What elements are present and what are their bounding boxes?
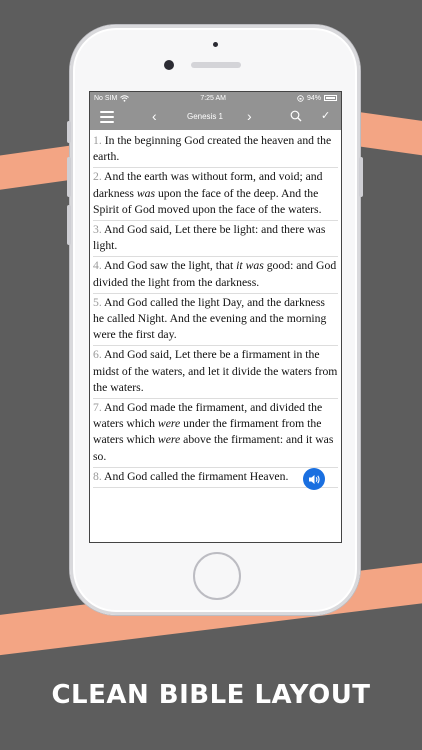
verse-text: And God made the firmament, and divided the waters which bbox=[93, 401, 323, 431]
verse-text: And the earth was without form, and void; and darkness bbox=[93, 170, 323, 200]
verse-italic-text: were bbox=[157, 433, 181, 447]
battery-percent: 94% bbox=[306, 94, 321, 102]
chapter-title[interactable]: Genesis 1 bbox=[186, 112, 224, 121]
search-icon[interactable] bbox=[290, 110, 302, 122]
verse-item[interactable] bbox=[93, 399, 338, 468]
verse-number: 8. bbox=[93, 469, 102, 483]
phone-screen bbox=[89, 91, 342, 543]
verse-item[interactable] bbox=[93, 221, 338, 257]
carrier-label: No SIM bbox=[94, 94, 118, 102]
verse-text: above the firmament: and it was so. bbox=[93, 433, 334, 463]
verse-item[interactable] bbox=[93, 168, 338, 221]
verse-number: 5. bbox=[93, 295, 102, 309]
verse-item[interactable] bbox=[93, 257, 338, 293]
mute-switch bbox=[67, 121, 71, 143]
verse-number: 1. bbox=[93, 134, 102, 147]
status-bar bbox=[90, 92, 341, 104]
verse-item[interactable] bbox=[93, 468, 338, 488]
verse-number: 4. bbox=[93, 259, 102, 273]
power-button bbox=[359, 157, 363, 197]
verse-number: 7. bbox=[93, 401, 102, 415]
hamburger-icon[interactable] bbox=[100, 111, 114, 123]
verse-text: In the beginning God created the heaven and the earth. bbox=[93, 134, 332, 164]
verse-number: 6. bbox=[93, 348, 102, 362]
verse-text: And God said, Let there be light: and there was light. bbox=[93, 223, 326, 253]
verse-list bbox=[90, 130, 341, 488]
speaker-icon bbox=[308, 474, 321, 485]
chevron-left-icon[interactable]: ‹ bbox=[152, 108, 157, 124]
verse-item[interactable] bbox=[93, 346, 338, 399]
checkmark-icon[interactable]: ✓ bbox=[321, 110, 331, 122]
verse-number: 3. bbox=[93, 223, 102, 237]
verse-text: And God saw the light, that bbox=[104, 259, 234, 273]
verse-text: And God said, Let there be a firmament in the midst of the waters, and let it divide the waters from the waters. bbox=[93, 348, 338, 394]
wifi-icon bbox=[120, 95, 129, 102]
volume-up-button bbox=[67, 157, 71, 197]
proximity-sensor bbox=[213, 42, 218, 47]
audio-play-button[interactable] bbox=[303, 468, 325, 490]
orientation-lock-icon bbox=[297, 95, 304, 102]
home-button[interactable] bbox=[193, 552, 241, 600]
verse-text: good: and God divided the light from the darkness. bbox=[93, 259, 337, 289]
verse-text: upon the face of the deep. And the Spirit of God moved upon the face of the waters. bbox=[93, 186, 322, 216]
volume-down-button bbox=[67, 205, 71, 245]
verse-italic-text: were bbox=[157, 417, 181, 431]
verse-text: And God called the firmament Heaven. bbox=[104, 469, 289, 483]
promo-caption: CLEAN BIBLE LAYOUT bbox=[51, 680, 371, 710]
verse-italic-text: it was bbox=[236, 259, 264, 273]
status-time: 7:25 AM bbox=[200, 94, 226, 102]
verse-italic-text: was bbox=[136, 186, 156, 200]
verse-item[interactable] bbox=[93, 294, 338, 347]
verse-text: under the firmament from the waters which bbox=[93, 417, 322, 447]
earpiece-speaker bbox=[191, 62, 241, 68]
verse-number: 2. bbox=[93, 170, 102, 184]
navigation-bar bbox=[90, 104, 341, 130]
battery-icon bbox=[324, 95, 337, 101]
chevron-right-icon[interactable]: › bbox=[247, 108, 252, 124]
verse-item[interactable] bbox=[93, 132, 338, 168]
front-camera bbox=[164, 60, 174, 70]
verse-text: And God called the light Day, and the darkness he called Night. And the evening and the morning were the first day. bbox=[93, 295, 327, 342]
